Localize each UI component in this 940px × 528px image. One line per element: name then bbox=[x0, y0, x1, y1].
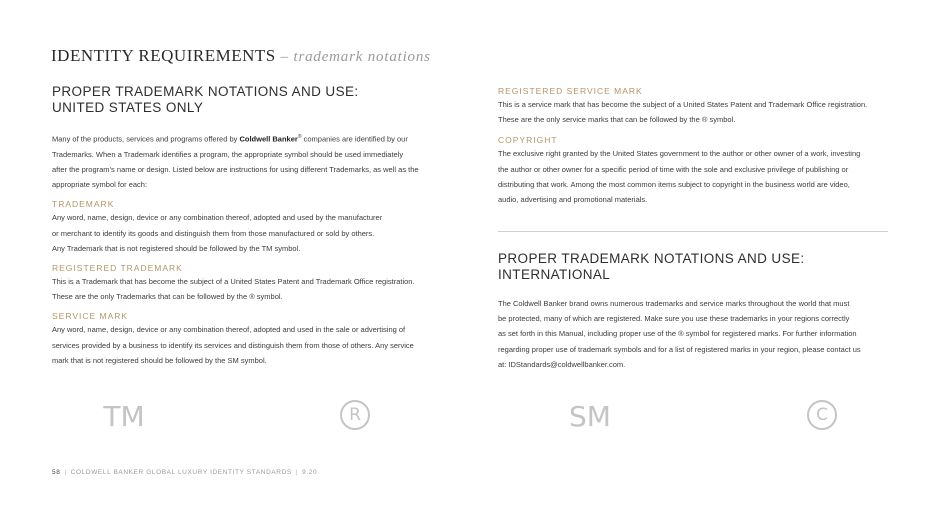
trademark-line3: Any Trademark that is not registered should be followed by the TM symbol. bbox=[52, 243, 301, 253]
copyright-line3: distributing that work. Among the most common items subject to copyright in the business world are video, bbox=[498, 179, 850, 189]
intl-line5: at: IDStandards@coldwellbanker.com. bbox=[498, 359, 626, 369]
sm-symbol: SM bbox=[569, 400, 611, 433]
intl-heading-line1: PROPER TRADEMARK NOTATIONS AND USE: bbox=[498, 251, 805, 266]
registered-symbol-icon: R bbox=[340, 400, 370, 430]
us-section-heading bbox=[52, 84, 444, 115]
trademark-label: TRADEMARK bbox=[52, 199, 115, 210]
page-title-dash: – bbox=[280, 49, 289, 65]
intro-text-start: Many of the products, services and programs offered by bbox=[52, 134, 240, 144]
intl-line3: as set forth in this Manual, including proper use of the ® symbol for registered marks. For further information bbox=[498, 329, 857, 339]
copyright-line1: The exclusive right granted by the United States government to the author or other owner of a work, investing bbox=[498, 149, 861, 159]
service-mark-description bbox=[52, 322, 444, 368]
intl-heading-line2: INTERNATIONAL bbox=[498, 266, 611, 282]
registered-service-mark-description bbox=[498, 97, 890, 127]
registered-trademark-label: REGISTERED TRADEMARK bbox=[52, 262, 183, 273]
registered-symbol: ® bbox=[297, 134, 302, 140]
international-section-heading bbox=[498, 251, 890, 282]
left-column bbox=[52, 84, 444, 368]
service-line1: Any word, name, design, device or any combination thereof, adopted and used in the sale or advertising of bbox=[52, 325, 406, 335]
page-title bbox=[51, 46, 431, 66]
rsm-line1: This is a service mark that has become the subject of a United States Patent and Trademark Office registration. bbox=[498, 100, 868, 109]
registered-service-mark-label: REGISTERED SERVICE MARK bbox=[498, 86, 643, 96]
registered-trademark-description bbox=[52, 274, 444, 304]
copyright-line2: the author or other owner for a specific period of time with the sole and exclusive privilege of publishing or bbox=[498, 164, 849, 174]
page-number: 58 bbox=[52, 469, 61, 476]
service-line2: services provided by a business to identify its services and distinguish them from those of others. Any service bbox=[52, 340, 414, 350]
service-mark-label: SERVICE MARK bbox=[52, 311, 129, 322]
footer-title: COLDWELL BANKER GLOBAL LUXURY IDENTITY STANDARDS bbox=[70, 469, 292, 476]
trademark-description bbox=[52, 210, 444, 256]
footer-version: 9.20 bbox=[302, 469, 318, 476]
copyright-label: COPYRIGHT bbox=[498, 135, 558, 146]
footer-separator: | bbox=[64, 469, 67, 476]
page-footer bbox=[52, 469, 317, 476]
intro-line4: appropriate symbol for each: bbox=[52, 180, 148, 190]
international-section bbox=[498, 251, 890, 372]
us-heading-line1: PROPER TRADEMARK NOTATIONS AND USE: bbox=[52, 84, 359, 99]
us-heading-line2: UNITED STATES ONLY bbox=[52, 99, 204, 115]
service-line3: mark that is not registered should be followed by the SM symbol. bbox=[52, 355, 267, 365]
trademark-line1: Any word, name, design, device or any combination thereof, adopted and used by the manufacturer bbox=[52, 213, 383, 223]
intro-line2: Trademarks. When a Trademark identifies a program, the appropriate symbol should be used immediately bbox=[52, 149, 404, 159]
intl-line4: regarding proper use of trademark symbols and for a list of registered marks in your region, please contact us bbox=[498, 344, 861, 354]
copyright-symbol-icon: C bbox=[807, 400, 837, 430]
page-title-main: IDENTITY REQUIREMENTS bbox=[51, 46, 276, 65]
intro-line3: after the program’s name or design. Listed below are instructions for using different Trademarks, as well as the bbox=[52, 164, 419, 174]
footer-separator-2: | bbox=[295, 469, 299, 476]
registered-line1: This is a Trademark that has become the subject of a United States Patent and Trademark Office registration. bbox=[52, 276, 415, 286]
right-column bbox=[498, 85, 890, 207]
copyright-description bbox=[498, 146, 890, 207]
brand-name: Coldwell Banker bbox=[239, 134, 298, 144]
intl-line2: be protected, many of which are registered. Make sure you use these trademarks in your regions correctly bbox=[498, 314, 850, 324]
registered-line2: These are the only Trademarks that can be followed by the ® symbol. bbox=[52, 292, 283, 302]
intro-text-line1-end: companies are identified by our bbox=[301, 134, 408, 144]
intl-line1: The Coldwell Banker brand owns numerous trademarks and service marks throughout the world that must bbox=[498, 299, 850, 308]
page-title-sub: trademark notations bbox=[293, 49, 431, 65]
trademark-line2: or merchant to identify its goods and distinguish them from those manufactured or sold by others. bbox=[52, 228, 375, 238]
tm-symbol: TM bbox=[103, 400, 145, 433]
rsm-line2: These are the only service marks that can be followed by the ® symbol. bbox=[498, 115, 736, 125]
section-divider bbox=[498, 231, 888, 232]
copyright-line4: audio, advertising and promotional materials. bbox=[498, 195, 648, 205]
intro-paragraph bbox=[52, 130, 444, 192]
international-paragraph bbox=[498, 296, 890, 372]
